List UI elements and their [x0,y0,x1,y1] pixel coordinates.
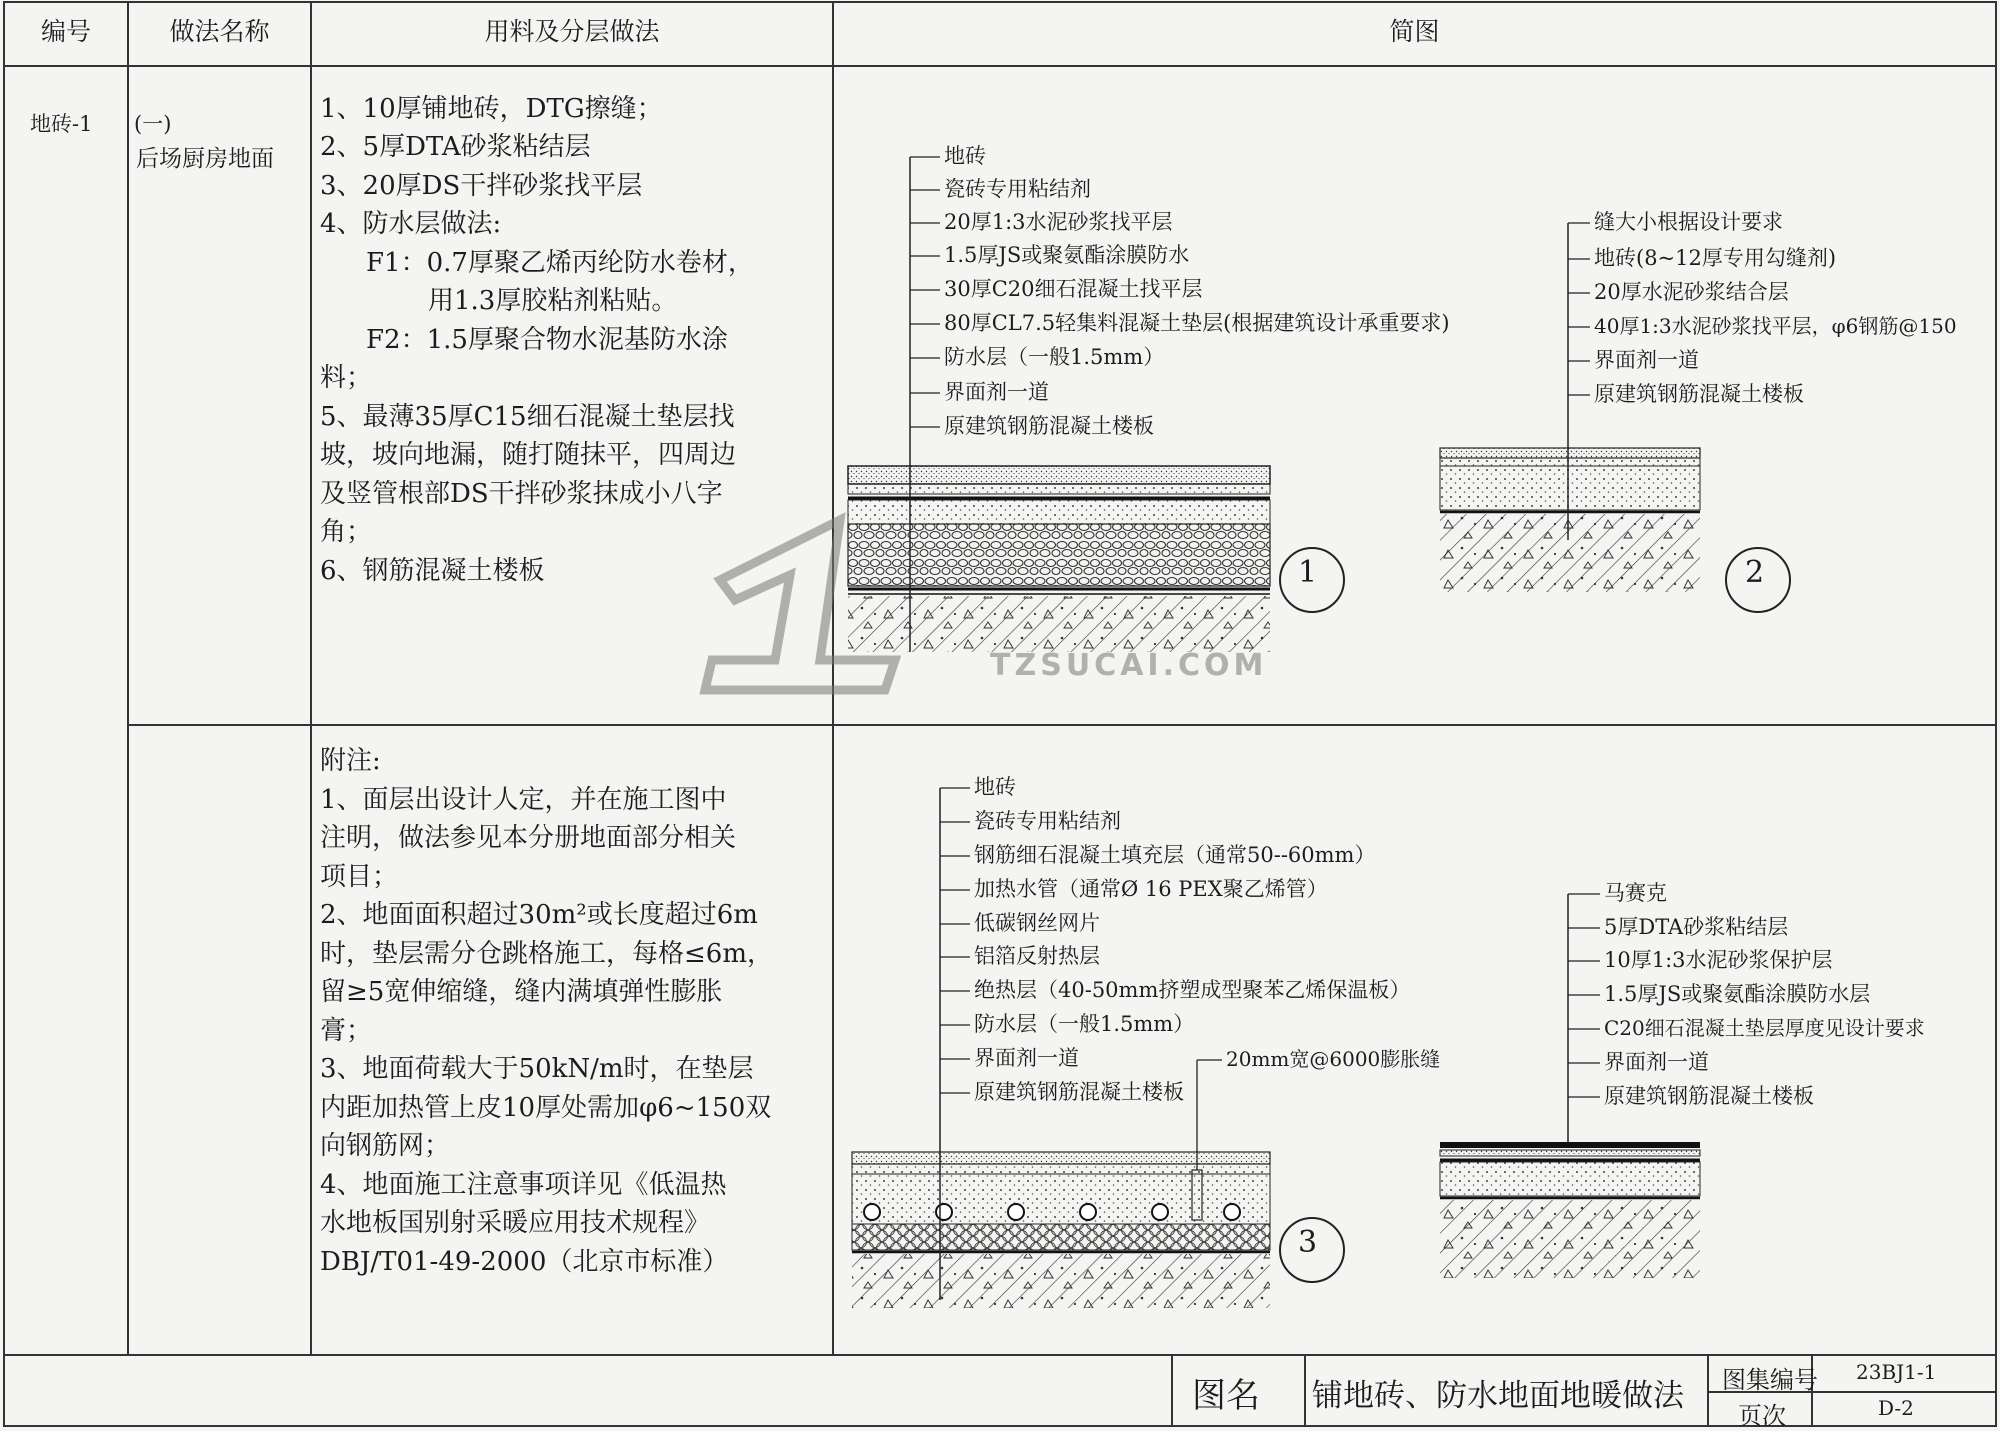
diagram-label: 瓷砖专用粘结剂 [974,809,1121,833]
row1-method-name: 后场厨房地面 [136,146,274,172]
diagram-label: 地砖 [944,144,986,168]
diagram-label: 1.5厚JS或聚氨酯涂膜防水层 [1604,982,1871,1006]
layer-line: 2、5厚DTA砂浆粘结层 [320,132,591,162]
layer-line: F2：1.5厚聚合物水泥基防水涂 [366,325,728,355]
title-label-page: 页次 [1738,1402,1786,1430]
diagram-label: 20厚1:3水泥砂浆找平层 [944,210,1173,234]
diagram-label: 加热水管（通常Ø 16 PEX聚乙烯管） [974,877,1328,901]
diagram-label: 40厚1:3水泥砂浆找平层，φ6钢筋@150 [1594,314,1957,338]
note-line: 附注: [320,746,381,776]
note-line: 3、地面荷载大于50kN/m时，在垫层 [320,1054,754,1084]
diagram-label: 原建筑钢筋混凝土楼板 [974,1080,1184,1104]
diagram-label: 20厚水泥砂浆结合层 [1594,280,1789,304]
note-line: 时，垫层需分仓跳格施工，每格≤6m， [320,939,773,969]
diagram-label: 瓷砖专用粘结剂 [944,177,1091,201]
layer-line: 坡，坡向地漏，随打随抹平，四周边 [320,440,737,470]
diagram-label: 防水层（一般1.5mm） [944,345,1165,369]
diagram-number-3: 3 [1298,1225,1318,1260]
note-line: 水地板国别射采暖应用技术规程》 [320,1208,711,1238]
diagram-label: 界面剂一道 [944,380,1049,404]
layer-line: 4、防水层做法: [320,209,502,239]
diagram-label: 缝大小根据设计要求 [1594,210,1783,234]
diagram-label: 铝箔反射热层 [974,944,1100,968]
note-line: 留≥5宽伸缩缝，缝内满填弹性膨胀 [320,977,723,1007]
diagram-label: 界面剂一道 [1594,348,1699,372]
expansion-joint-label: 20mm宽@6000膨胀缝 [1226,1047,1441,1071]
note-line: 1、面层出设计人定，并在施工图中 [320,785,727,815]
watermark-text: TZSUCAI.COM [990,648,1268,683]
title-label-name: 图名 [1192,1376,1260,1416]
note-line: 膏； [320,1016,373,1046]
header-layers: 用料及分层做法 [484,17,660,46]
header-diagram: 简图 [1389,17,1440,46]
diagram-label: 界面剂一道 [1604,1050,1709,1074]
title-label-atlas: 图集编号 [1722,1366,1818,1394]
layer-line: 6、钢筋混凝土楼板 [320,556,545,586]
note-line: 4、地面施工注意事项详见《低温热 [320,1170,727,1200]
diagram-label: 绝热层（40-50mm挤塑成型聚苯乙烯保温板） [974,978,1411,1002]
row1-method-no: (一) [134,112,172,136]
diagram-label: 1.5厚JS或聚氨酯涂膜防水 [944,243,1190,267]
note-line: DBJ/T01-49-2000（北京市标准） [320,1247,729,1277]
diagram-label: 原建筑钢筋混凝土楼板 [1604,1084,1814,1108]
drawing-name: 铺地砖、防水地面地暖做法 [1312,1378,1684,1414]
header-id: 编号 [40,17,91,46]
diagram-label: 界面剂一道 [974,1046,1079,1070]
note-line: 内距加热管上皮10厚处需加φ6~150双 [320,1093,772,1123]
layer-line: 3、20厚DS干拌砂浆找平层 [320,171,643,201]
diagram-label: C20细石混凝土垫层厚度见设计要求 [1604,1016,1925,1040]
layer-line: 5、最薄35厚C15细石混凝土垫层找 [320,402,735,432]
diagram-label: 地砖(8~12厚专用勾缝剂) [1594,246,1837,270]
diagram-label: 30厚C20细石混凝土找平层 [944,277,1203,301]
page-number: D-2 [1878,1396,1914,1420]
note-line: 项目； [320,862,399,892]
layer-line: F1：0.7厚聚乙烯丙纶防水卷材， [366,248,754,278]
atlas-number: 23BJ1-1 [1856,1360,1937,1384]
diagram-label: 80厚CL7.5轻集料混凝土垫层(根据建筑设计承重要求) [944,311,1450,335]
diagram-label: 低碳钢丝网片 [974,911,1100,935]
diagram-label: 5厚DTA砂浆粘结层 [1604,915,1789,939]
diagram-label: 马赛克 [1604,881,1667,905]
diagram-number-1: 1 [1298,555,1318,590]
layer-line: 1、10厚铺地砖，DTG擦缝； [320,94,663,124]
diagram-label: 防水层（一般1.5mm） [974,1012,1195,1036]
diagram-label: 10厚1:3水泥砂浆保护层 [1604,948,1833,972]
layer-line: 角； [320,517,373,547]
note-line: 注明，做法参见本分册地面部分相关 [320,823,737,853]
note-line: 2、地面面积超过30m²或长度超过6m [320,900,758,930]
diagram-label: 原建筑钢筋混凝土楼板 [944,414,1154,438]
diagram-label: 钢筋细石混凝土填充层（通常50--60mm） [974,843,1376,867]
diagram-label: 原建筑钢筋混凝土楼板 [1594,382,1804,406]
diagram-number-2: 2 [1745,555,1765,590]
row1-id: 地砖-1 [30,112,93,136]
layer-line: 及竖管根部DS干拌砂浆抹成小八字 [320,479,723,509]
diagram-label: 地砖 [974,775,1016,799]
layer-line: 用1.3厚胶粘剂粘贴。 [428,286,678,316]
layer-line: 料； [320,363,373,393]
note-line: 向钢筋网； [320,1131,451,1161]
header-method: 做法名称 [169,17,270,46]
